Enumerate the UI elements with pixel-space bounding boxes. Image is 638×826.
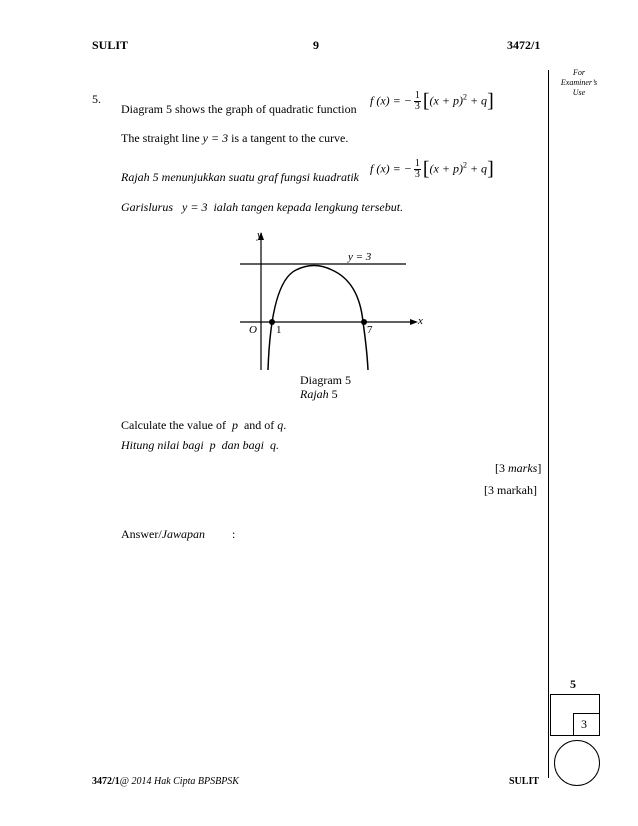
function-expression-en: f (x) = − $\frac{1}{3}$ $[(x + p)^2 + q]$ [370, 90, 494, 112]
question-line-en: Diagram 5 shows the graph of quadratic function [121, 102, 357, 116]
parabola-curve [268, 266, 368, 371]
marks-ms: [3 markah] [484, 483, 537, 497]
y-axis-label: y [257, 229, 262, 241]
origin-label: O [249, 324, 257, 336]
examiner-margin-line [548, 70, 549, 778]
x-axis-label: x [418, 315, 423, 327]
diagram-caption-en: Diagram 5 [300, 373, 351, 387]
x-axis-arrow [410, 319, 418, 325]
quadratic-graph [232, 226, 422, 376]
answer-label: Answer/Jawapan [121, 527, 206, 541]
root-label-7: 7 [367, 324, 373, 336]
score-circle[interactable] [554, 740, 600, 786]
question-line-ms: Rajah 5 menunjukkan suatu graf fungsi kuadratik [121, 170, 359, 184]
task-en: Calculate the value of p and of q. [121, 418, 287, 432]
page-number: 9 [313, 38, 319, 52]
answer-area[interactable] [121, 548, 541, 768]
root-label-1: 1 [276, 324, 282, 336]
answer-colon: : [232, 527, 236, 541]
tangent-statement-en: The straight line y = 3 is a tangent to the curve. [121, 131, 349, 145]
max-marks-value: 3 [581, 717, 587, 731]
question-number-box-label: 5 [570, 677, 576, 691]
question-number: 5. [92, 92, 101, 106]
footer-right: SULIT [509, 776, 540, 787]
marks-en: [3 marks] [495, 461, 542, 475]
tangent-label: y = 3 [348, 251, 372, 263]
paper-code: 3472/1 [507, 38, 541, 52]
root-point-1 [269, 319, 275, 325]
header-left: SULIT [92, 38, 129, 52]
task-ms: Hitung nilai bagi p dan bagi q. [121, 438, 280, 452]
tangent-statement-ms: Garislurus y = 3 ialah tangen kepada lengkung tersebut. [121, 200, 404, 214]
function-expression-ms: f (x) = − $\frac{1}{3}$ $[(x + p)^2 + q]$ [370, 158, 494, 180]
diagram-caption-ms: Rajah 5 [300, 387, 338, 401]
examiner-note: For Examiner’s Use [560, 68, 598, 97]
footer-copyright: 3472/1@ 2014 Hak Cipta BPSBPSK [92, 776, 239, 787]
